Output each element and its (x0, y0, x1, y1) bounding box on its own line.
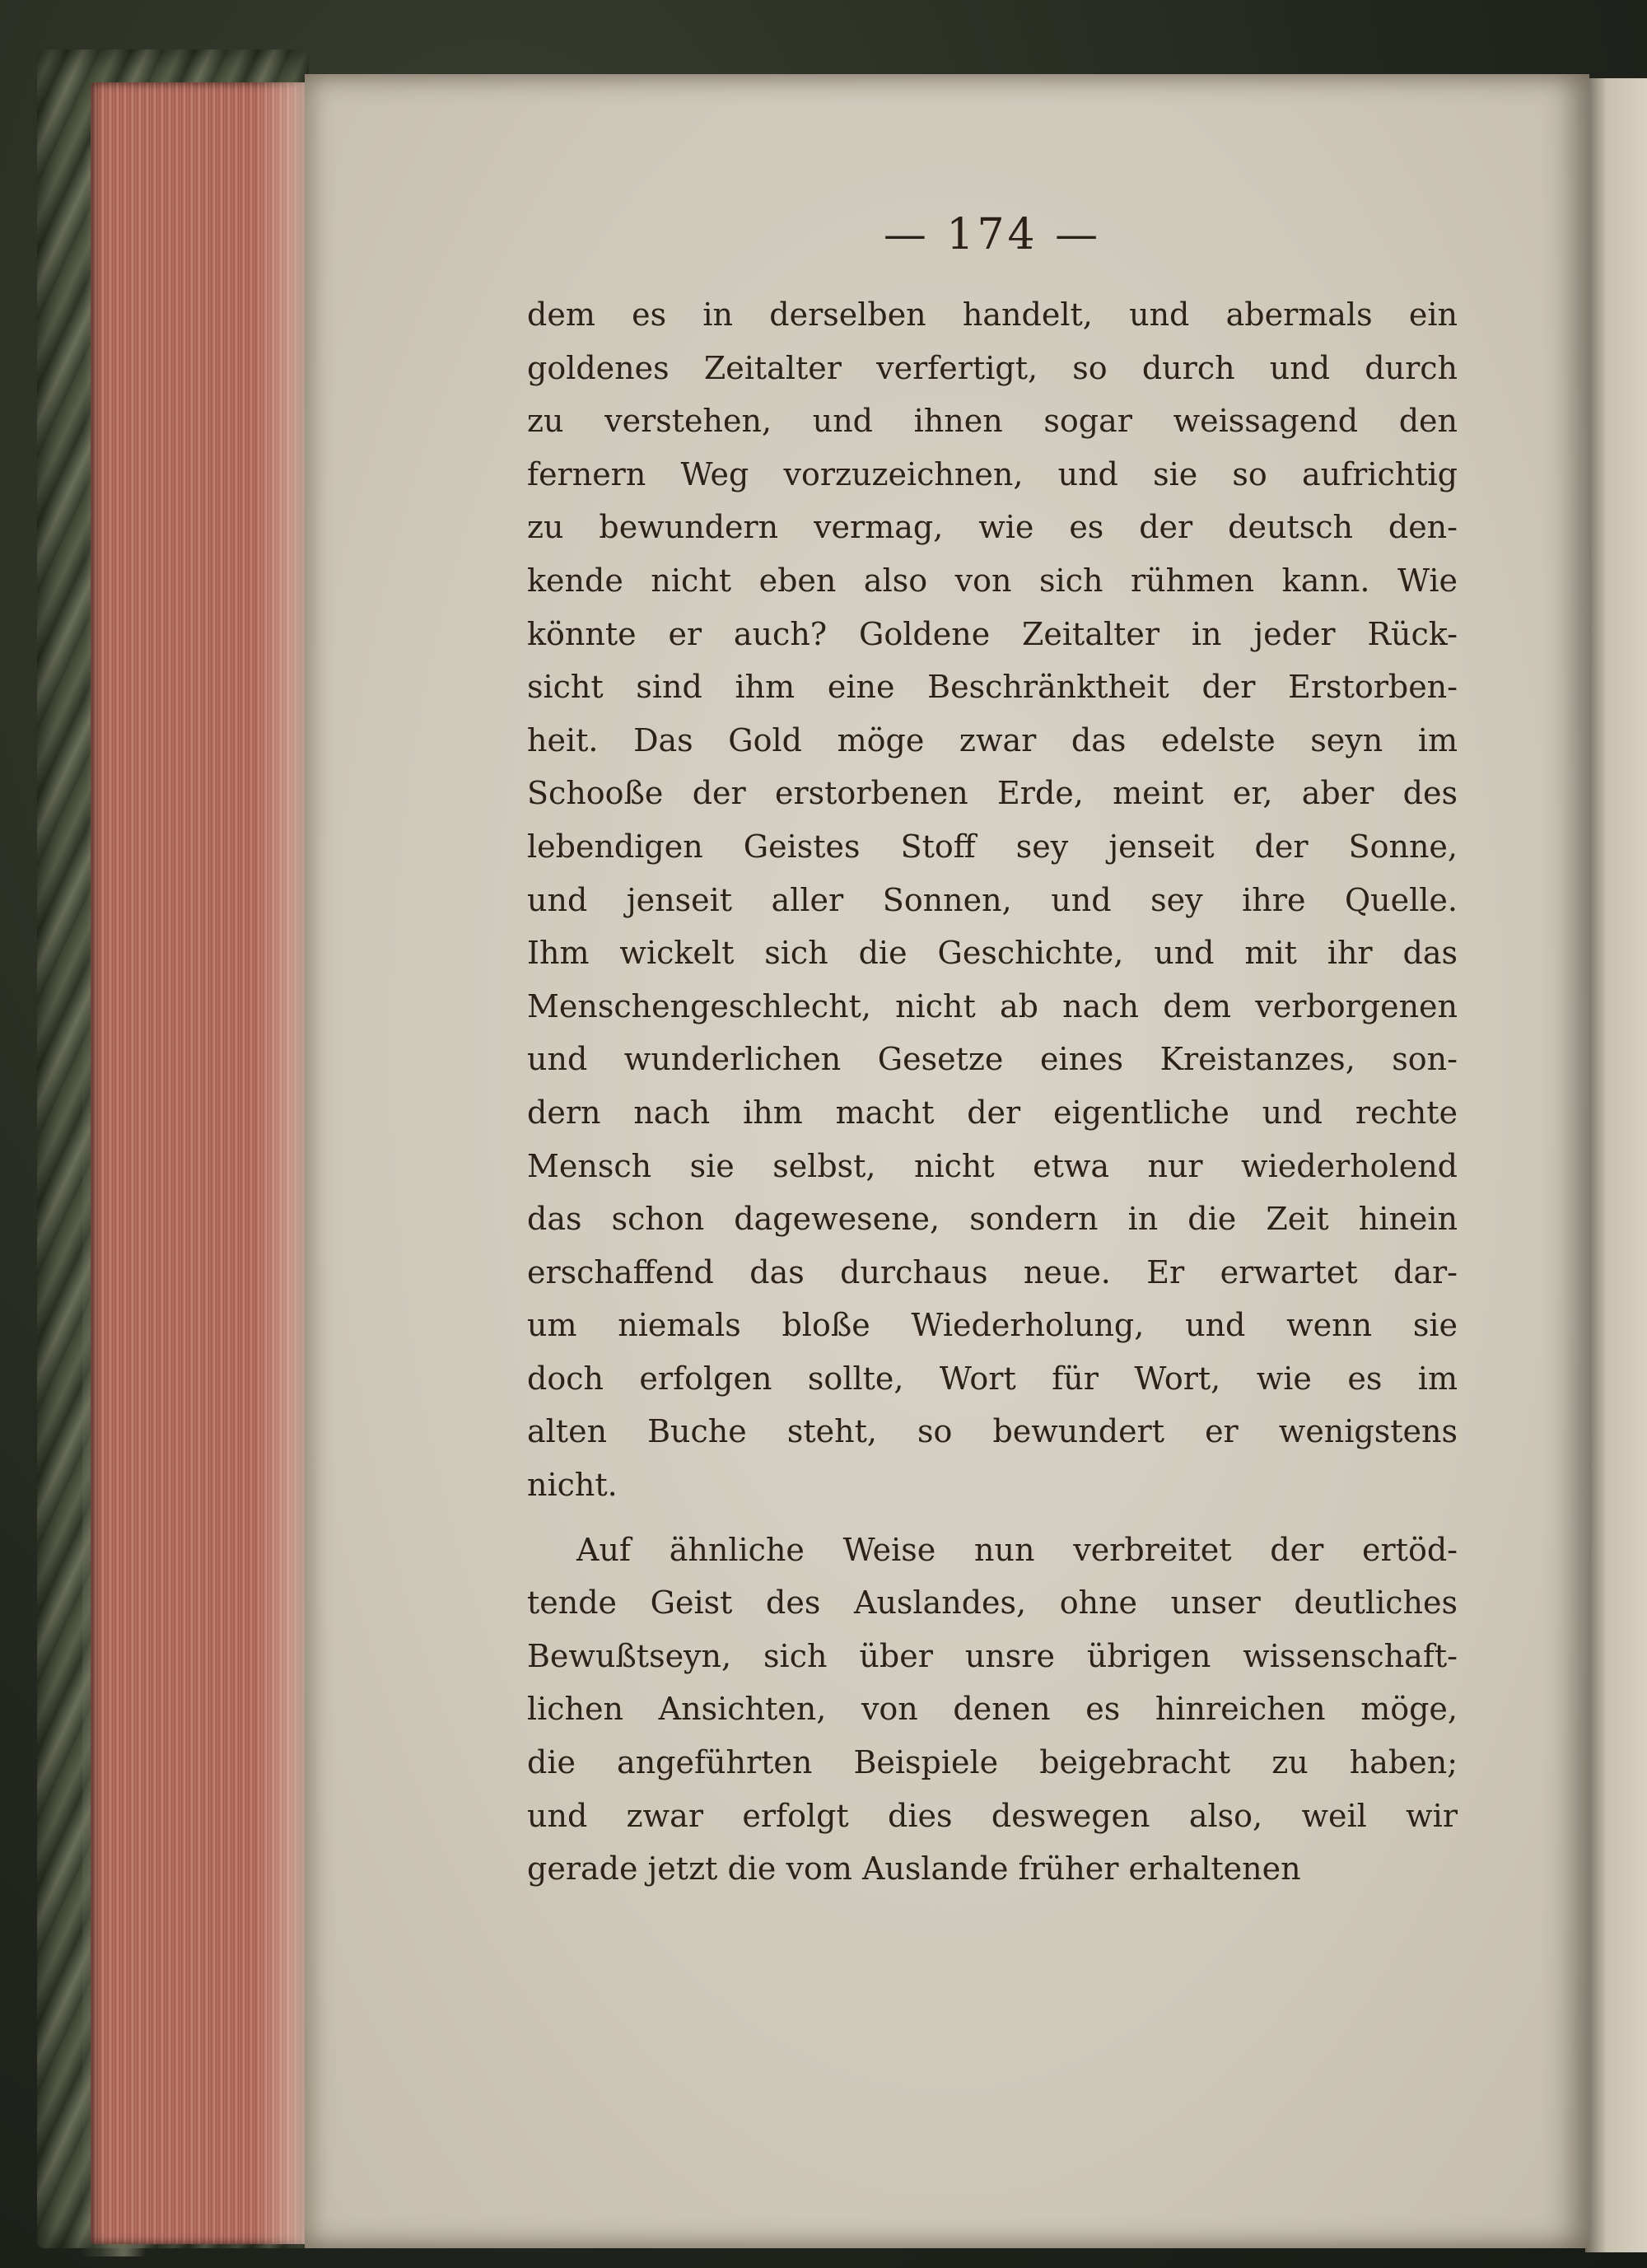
text-line: fernern Weg vorzuzeichnen, und sie so aufrichtig (527, 455, 1458, 492)
page-number: — 174 — (883, 210, 1102, 259)
paragraph-gap (527, 1512, 1458, 1524)
text-line: lichen Ansichten, von denen es hinreichen möge, (527, 1691, 1458, 1728)
text-line: alten Buche steht, so bewundert er wenigstens (527, 1413, 1458, 1450)
paragraph (527, 1524, 1458, 1896)
text-line: Ihm wickelt sich die Geschichte, und mit ihr das (527, 935, 1458, 972)
text-line: goldenes Zeitalter verfertigt, so durch und durch (527, 349, 1458, 386)
text-line: zu bewundern vermag, wie es der deutsch den- (527, 509, 1458, 546)
text-line: um niemals bloße Wiederholung, und wenn sie (527, 1307, 1458, 1344)
text-line: zu verstehen, und ihnen sogar weissagend den (527, 403, 1458, 440)
text-line: dem es in derselben handelt, und abermals ein (527, 296, 1458, 333)
text-line: doch erfolgen sollte, Wort für Wort, wie es im (527, 1360, 1458, 1397)
text-line: das schon dagewesene, sondern in die Zeit hinein (527, 1201, 1458, 1238)
text-line: Bewußtseyn, sich über unsre übrigen wissenschaft- (527, 1637, 1458, 1674)
text-line: Menschengeschlecht, nicht ab nach dem verborgenen (527, 987, 1458, 1024)
text-line: Mensch sie selbst, nicht etwa nur wiederholend (527, 1147, 1458, 1184)
text-line: tende Geist des Auslandes, ohne unser deutliches (527, 1584, 1458, 1622)
paragraphs (527, 288, 1458, 1896)
paragraph (527, 288, 1458, 1512)
text-line: die angeführten Beispiele beigebracht zu haben; (527, 1744, 1458, 1781)
page-block-edges (91, 82, 305, 2244)
book-page (305, 74, 1589, 2248)
text-line: sicht sind ihm eine Beschränktheit der Erstorben- (527, 669, 1458, 706)
text-line: könnte er auch? Goldene Zeitalter in jeder Rück- (527, 615, 1458, 652)
text-line: und zwar erfolgt dies deswegen also, weil wir (527, 1797, 1458, 1834)
text-line: dern nach ihm macht der eigentliche und rechte (527, 1094, 1458, 1131)
text-line: lebendigen Geistes Stoff sey jenseit der Sonne, (527, 828, 1458, 865)
text-line: und jenseit aller Sonnen, und sey ihre Quelle. (527, 881, 1458, 918)
page-text-block (527, 198, 1458, 2092)
body-text (527, 288, 1458, 1896)
text-line: und wunderlichen Gesetze eines Kreistanzes, son- (527, 1041, 1458, 1078)
text-line: kende nicht eben also von sich rühmen kann. Wie (527, 562, 1458, 599)
text-line: gerade jetzt die vom Auslande früher erhaltenen (527, 1850, 1301, 1888)
text-line: heit. Das Gold möge zwar das edelste seyn im (527, 721, 1458, 758)
text-line: Auf ähnliche Weise nun verbreitet der ertöd- (576, 1531, 1458, 1568)
text-line: nicht. (527, 1467, 618, 1504)
text-line: Schooße der erstorbenen Erde, meint er, aber des (527, 775, 1458, 812)
facing-page-edge (1585, 78, 1647, 2252)
text-line: erschaffend das durchaus neue. Er erwartet dar- (527, 1253, 1458, 1290)
